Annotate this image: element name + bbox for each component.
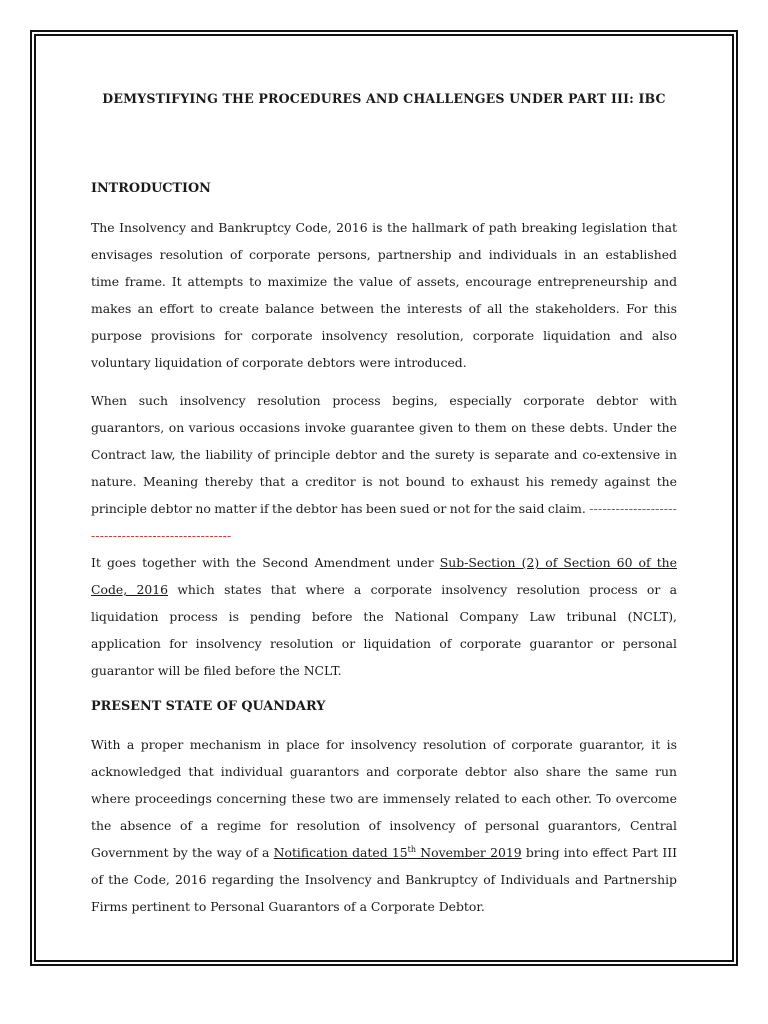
introduction-paragraph-1: The Insolvency and Bankruptcy Code, 2016 is the hallmark of path breaking legislation that envisages resolution of corporate persons, partnership and individuals in an established time frame. It attempts to maximize the value of assets, encourage entrepreneurship and makes an effort to create balance between the interests of all the stakeholders. For this purpose provisions for corporate insolvency resolution, corporate liquidation and also voluntary liquidation of corporate debtors were introduced. <box>91 220 677 370</box>
notification-reference-link[interactable] <box>274 845 522 860</box>
paragraph-3-trail-text: which states that where a corporate insolvency resolution process or a liquidation process is pending before the National Company Law tribunal (NCLT), application for insolvency resolution or liquidation of corporate guarantor or personal guarantor will be filed before the NCLT. <box>91 582 677 678</box>
red-dash-separator: ---------------------------------------------------- <box>91 501 678 543</box>
ordinal-suffix: th <box>407 844 417 854</box>
quandary-heading: PRESENT STATE OF QUANDARY <box>91 699 326 714</box>
introduction-paragraph-3 <box>91 549 677 684</box>
notification-link-prefix: Notification dated 15 <box>273 845 408 860</box>
quandary-lead-text: With a proper mechanism in place for insolvency resolution of corporate guarantor, it is acknowledged that individual guarantors and corporate debtor also share the same run where proceedings concerning these two are immensely related to each other. To overcome the absence of a regime for resolution of insolvency of personal guarantors, Central Government by the way of a <box>91 737 677 860</box>
document-title: DEMYSTIFYING THE PROCEDURES AND CHALLENGES UNDER PART III: IBC <box>102 91 666 106</box>
introduction-paragraph-2 <box>91 387 677 549</box>
paragraph-3-lead-text: It goes together with the Second Amendment under <box>91 555 440 570</box>
document-body <box>91 90 677 920</box>
introduction-paragraph-2-text: When such insolvency resolution process begins, especially corporate debtor with guarantors, on various occasions invoke guarantee given to them on these debts. Under the Contract law, the liability of principle debtor and the surety is separate and co-extensive in nature. Meaning thereby that a creditor is not bound to exhaust his remedy against the principle debtor no matter if the debtor has been sued or not for the said claim. <box>91 393 677 516</box>
section-60-reference-link[interactable]: Sub-Section (2) of Section 60 of the Code, 2016 <box>91 555 677 597</box>
introduction-heading: INTRODUCTION <box>91 181 211 196</box>
quandary-paragraph <box>91 731 677 920</box>
quandary-trail-text: bring into effect Part III of the Code, 2016 regarding the Insolvency and Bankruptcy of Individuals and Partnership Firms pertinent to Personal Guarantors of a Corporate Debtor. <box>91 845 677 914</box>
notification-link-suffix: November 2019 <box>416 845 522 860</box>
